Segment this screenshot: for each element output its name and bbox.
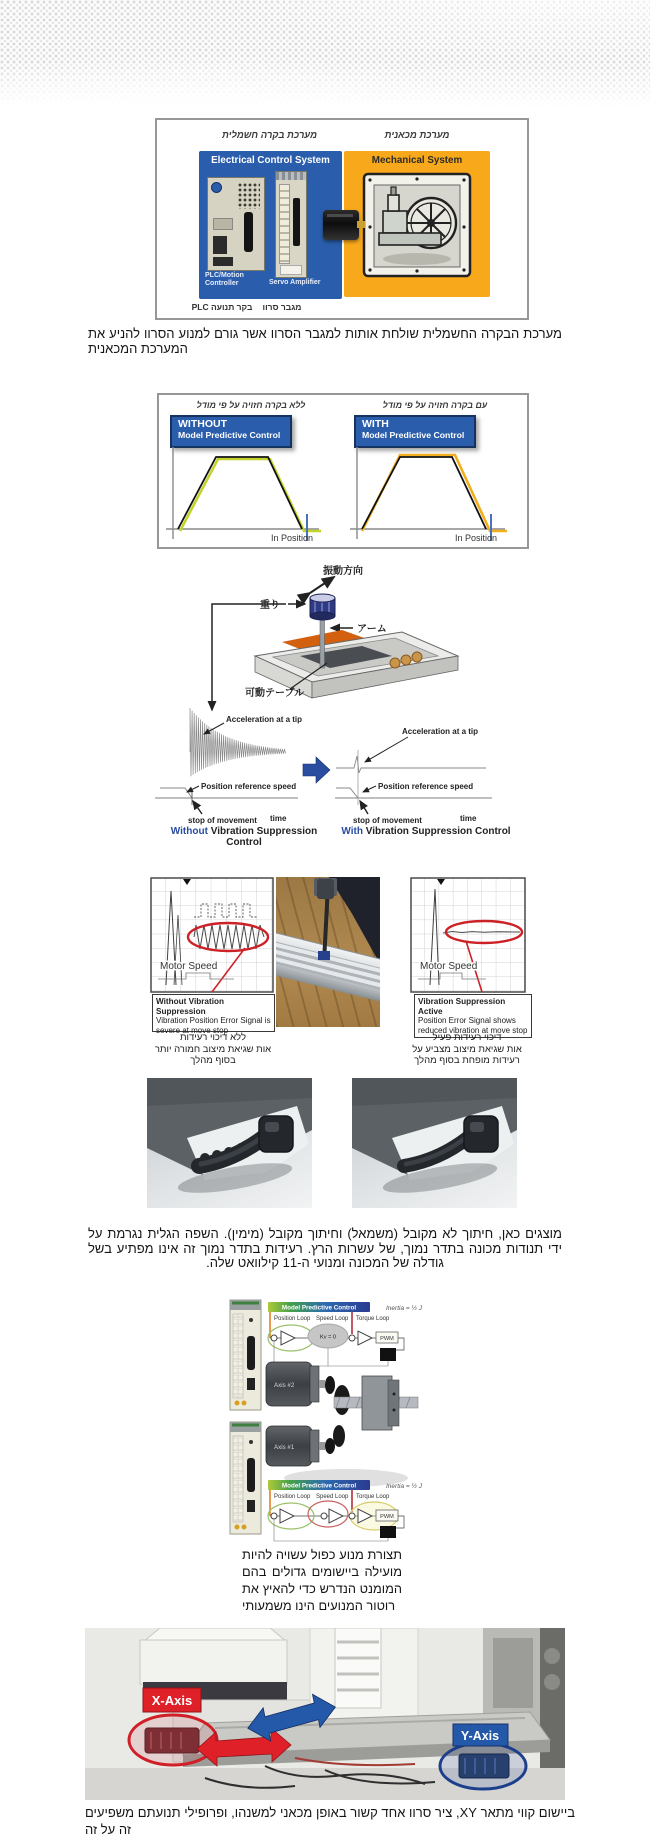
pwm-bottom: PWM	[380, 1514, 394, 1520]
without-label: WITHOUT	[178, 418, 227, 430]
servo-drive-bottom	[230, 1422, 261, 1534]
inertia-top: Inertia = ½ J	[386, 1305, 422, 1312]
servo-amplifier-label: Servo Amplifier	[269, 279, 321, 286]
position-ref-label-right: Position reference speed	[378, 782, 474, 791]
speed-loop-bottom: Speed Loop	[316, 1494, 349, 1500]
vibration-diagram	[140, 560, 520, 850]
figure-vibration-suppression	[140, 560, 520, 850]
mpc-left-title-he: ללא בקרה חזויה על פי מודל	[196, 400, 306, 410]
photo-unacceptable-cut	[147, 1078, 312, 1208]
apparatus-photo	[276, 877, 380, 1027]
acceleration-label-right: Acceleration at a tip	[402, 727, 479, 736]
time-label-left: time	[270, 814, 287, 823]
without-label-line2: Model Predictive Control	[178, 430, 281, 440]
without-vsc-suffix: Vibration Suppression Control	[210, 826, 318, 848]
kv-label: Kv = 0	[319, 1334, 337, 1341]
motor-speed-label-right: Motor Speed	[420, 961, 478, 972]
with-vsc-caption	[338, 826, 514, 837]
plc-label: PLC/Motion Controller	[205, 272, 244, 287]
motor-speed-label-left: Motor Speed	[160, 961, 218, 972]
stop-label-left: stop of movement	[188, 816, 257, 825]
position-ref-label-left: Position reference speed	[201, 782, 297, 791]
torque-loop-bottom: Torque Loop	[356, 1494, 390, 1500]
suppression-active-caption-title-he: דיכוי רעידות פעיל	[432, 1032, 502, 1043]
y-axis-label: Y-Axis	[460, 1729, 500, 1743]
figure-xy-machine	[85, 1628, 565, 1800]
figure-motor-speed	[148, 875, 528, 1070]
plc-controller-illustration	[207, 177, 265, 271]
with-vsc-prefix: With	[341, 826, 363, 837]
plc-connector-a	[213, 236, 227, 254]
mpc-banner-bottom: Model Predictive Control	[281, 1482, 357, 1490]
x-axis-label: X-Axis	[151, 1693, 193, 1708]
time-label-right: time	[460, 814, 477, 823]
plc-label-he: בקר תנועה PLC	[191, 302, 253, 312]
scope-with-suppression	[410, 877, 526, 993]
photo-acceptable-cut	[352, 1078, 517, 1208]
axis2-label: Axis #2	[274, 1382, 295, 1389]
mpc-graphs	[159, 395, 527, 547]
servo-label-plate	[280, 265, 302, 275]
in-position-right: In Position	[455, 533, 498, 543]
suppression-active-caption-text-he: אות שגיאת מיצוב מצביע על רעידות מופחת בסוף מהלך	[412, 1043, 522, 1066]
arm-label-jp: アーム	[357, 624, 387, 635]
figure-mpc-comparison	[157, 393, 529, 549]
decorative-wave-pattern	[0, 0, 650, 112]
acceptable-cut-art	[352, 1078, 517, 1208]
vibration-direction-label-jp: 振動方向	[323, 566, 363, 577]
plc-connector-b	[213, 257, 233, 266]
without-suppression-caption-text-he: אות שגיאת מיצוב חמורה יותר בסוף מהלך	[154, 1043, 272, 1066]
suppression-active-title: Vibration Suppression Active	[418, 997, 506, 1016]
without-suppression-caption-he	[150, 1032, 276, 1067]
servo-motor-illustration	[323, 210, 359, 240]
caption-dual-motor: תצורת מנוע כפול עשויה להיות מועילה ביישומים גדולים בהם המומנט הנדרש כדי להאיץ את רוטור המנועים הינו משמעותי	[242, 1547, 402, 1613]
without-suppression-caption-title-he: ללא דיכוי רעידות	[179, 1032, 247, 1043]
without-suppression-infobox	[152, 994, 275, 1035]
dual-motor-diagram	[228, 1298, 424, 1542]
stop-label-right: stop of movement	[353, 816, 422, 825]
plc-port	[213, 218, 233, 230]
inertia-bottom: Inertia = ½ J	[386, 1483, 422, 1490]
movable-table-label-jp: 可動テーブル	[245, 688, 305, 699]
pwm-top: PWM	[380, 1336, 394, 1342]
in-position-left: In Position	[271, 533, 314, 543]
motor-shaft	[357, 221, 365, 228]
mechanical-panel-header: Mechanical System	[371, 155, 463, 166]
suppression-active-caption-he	[404, 1032, 530, 1067]
caption-xy-machine: ביישום קווי מתאר XY, ציר סרוו אחד קשור באופן מכאני למשנהו, ופרופילי תנועתם משפיעים זה על זה	[85, 1805, 575, 1837]
servo-label-he: מגבר סרוו	[262, 302, 302, 312]
unacceptable-cut-art	[147, 1078, 312, 1208]
blue-clamp	[318, 951, 330, 960]
without-vsc-prefix: Without	[170, 826, 208, 837]
servo-amplifier-illustration	[275, 171, 307, 278]
motor-assembly	[266, 1362, 418, 1487]
servo-terminal-column	[279, 184, 290, 264]
with-label-line2: Model Predictive Control	[362, 430, 465, 440]
mpc-right-title-he: עם בקרה חזויה על פי מודל	[382, 400, 488, 410]
motor-fin	[327, 214, 353, 217]
figure-dual-motor	[228, 1298, 424, 1542]
caption-cut-comparison: מוצגים כאן, חיתוך לא מקובל (משמאל) וחיתוך מקובל (מימין). השפה הגלית נגרמת על ידי תנודות מכונה בתדר נמוך, של עשרות הרץ. רעידות בתדר נמוך זה אינו מפתיע בשל גודלה של המכונה ומנועי ה-11 קילוואט שלה.	[88, 1226, 562, 1271]
position-loop-bottom: Position Loop	[274, 1494, 311, 1500]
electrical-system-title-he: מערכת בקרה חשמלית	[222, 130, 317, 141]
servo-drive-top	[230, 1300, 261, 1410]
speed-loop-top: Speed Loop	[316, 1316, 349, 1322]
xy-machine-art	[85, 1628, 565, 1800]
servo-slot	[293, 198, 300, 246]
servo-top-connector	[276, 172, 306, 180]
without-vsc-caption	[154, 826, 334, 848]
engine-illustration	[361, 171, 473, 283]
without-suppression-title: Without Vibration Suppression	[156, 997, 224, 1016]
torque-loop-top: Torque Loop	[356, 1316, 390, 1322]
without-suppression-text: Vibration Position Error Signal is severe at move stop	[156, 1016, 271, 1035]
rod-weight	[317, 879, 334, 899]
plc-led-grid	[238, 183, 260, 209]
weight-label-jp: 重り	[260, 600, 280, 611]
position-loop-top: Position Loop	[274, 1316, 311, 1322]
plc-slot	[244, 212, 253, 252]
with-label: WITH	[362, 418, 389, 430]
figure-control-system	[155, 118, 529, 320]
axis1-label: Axis #1	[274, 1444, 295, 1451]
suppression-active-text: Position Error Signal shows reduced vibration at move stop	[418, 1016, 528, 1035]
electrical-panel	[199, 151, 342, 299]
caption-control-system: מערכת הבקרה החשמלית שולחת אותות למגבר הסרוו אשר גורם למנוע הסרוו להניע את המערכת המכאנית	[88, 326, 562, 356]
mpc-banner-top: Model Predictive Control	[281, 1304, 357, 1312]
mechanical-panel	[344, 151, 490, 297]
mechanical-system-title-he: מערכת מכאנית	[384, 130, 450, 141]
acceleration-label-left: Acceleration at a tip	[226, 715, 303, 724]
scope-without-suppression	[150, 877, 274, 993]
with-vsc-suffix: Vibration Suppression Control	[365, 826, 511, 837]
plc-logo-dot	[211, 182, 222, 193]
electrical-panel-header: Electrical Control System	[211, 155, 330, 166]
